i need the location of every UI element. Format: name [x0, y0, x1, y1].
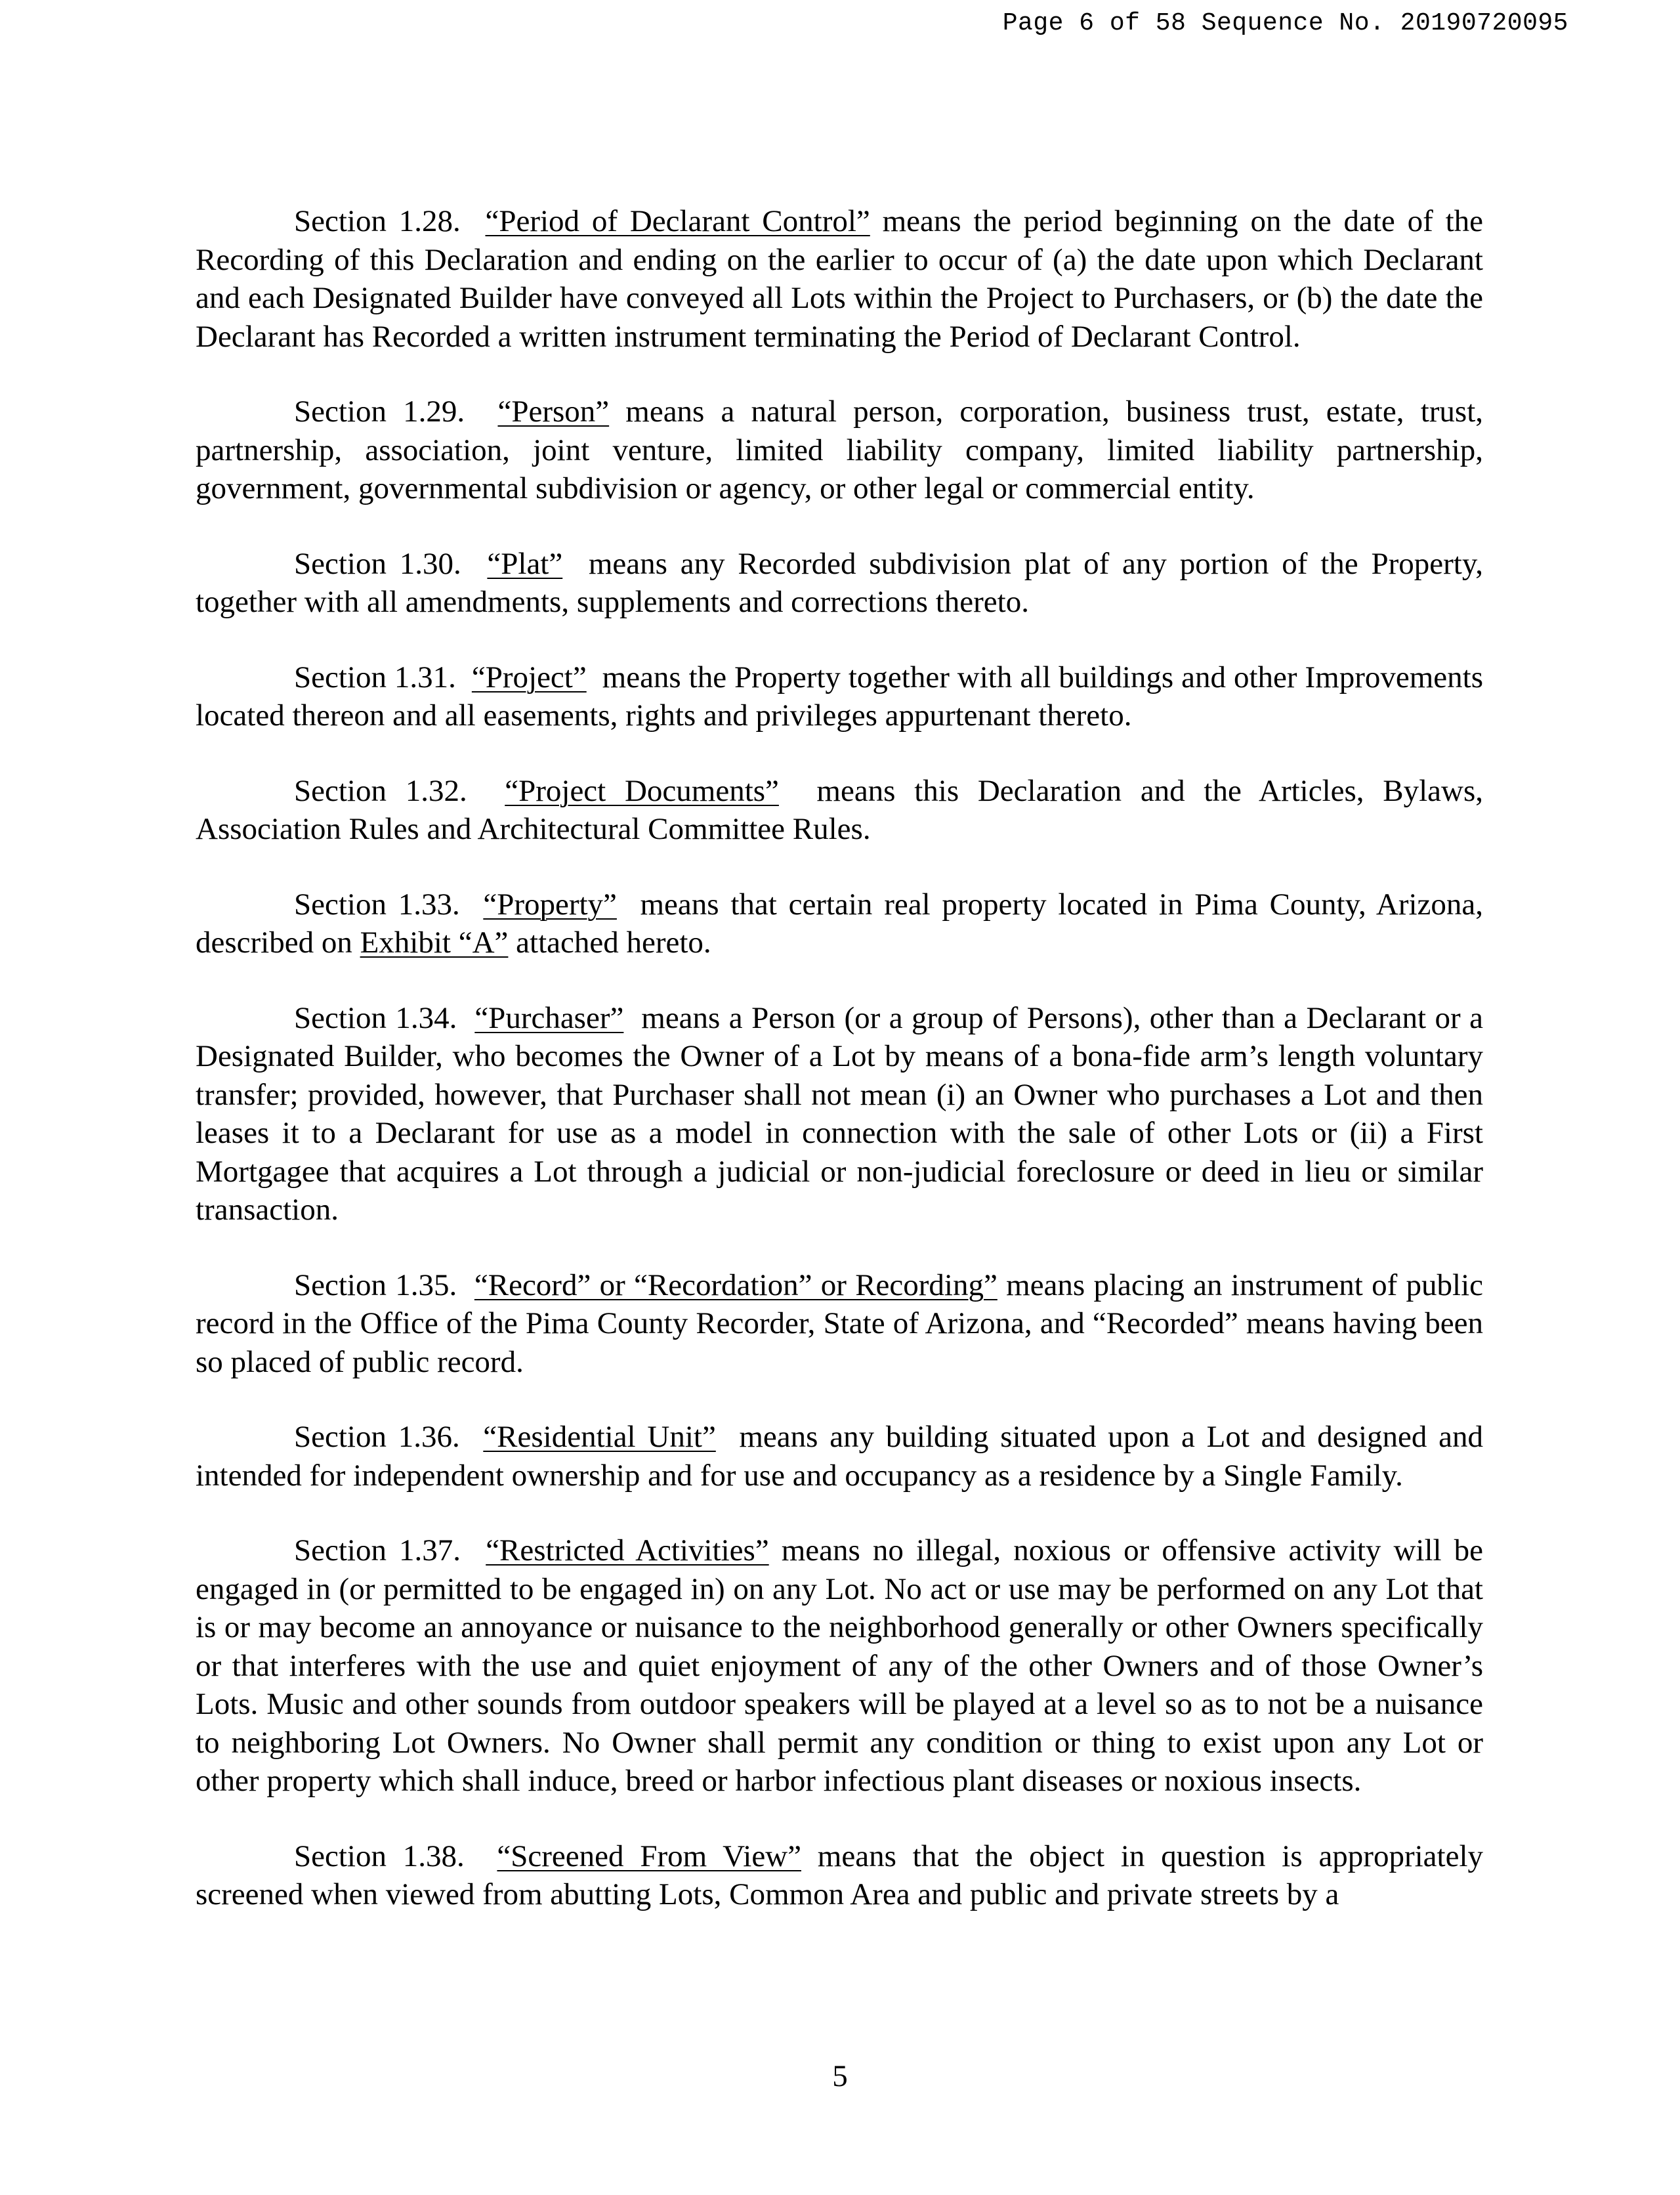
- section-text: means the Property together with all buildings and other Improvements located thereon and all easements, rights and privileges appurtenant thereto.: [196, 660, 1484, 733]
- section-number: Section 1.32.: [294, 773, 467, 808]
- section-text: means this Declaration and the Articles, Bylaws, Association Rules and Architectural Committee Rules.: [196, 773, 1484, 846]
- section-text: means any Recorded subdivision plat of any portion of the Property, together with all amendments, supplements and corrections thereto.: [196, 546, 1484, 619]
- section-number: Section 1.33.: [294, 887, 460, 922]
- section-1-33: [196, 885, 1483, 962]
- section-1-37: [196, 1531, 1483, 1801]
- section-text: means the period beginning on the date of the Recording of this Declaration and ending on the earlier to occur of (a) the date upon which Declarant and each Designated Builder have conveyed all Lots within the Project to Purchasers, or (b) the date the Declarant has Recorded a written instrument terminating the Period of Declarant Control.: [196, 204, 1484, 354]
- section-text: means a Person (or a group of Persons), other than a Declarant or a Designated Builder, who becomes the Owner of a Lot by means of a bona-fide arm’s length voluntary transfer; provided, however, that Purchaser shall not mean (i) an Owner who purchases a Lot and then leases it to a Declarant for use as a model in connection with the sale of other Lots or (ii) a First Mortgagee that acquires a Lot through a judicial or non-judicial foreclosure or deed in lieu or similar transaction.: [196, 1000, 1483, 1227]
- exhibit-reference: Exhibit “A”: [360, 926, 509, 960]
- defined-term: “Residential Unit”: [483, 1420, 716, 1454]
- section-1-30: [196, 545, 1483, 622]
- page-number: 5: [832, 2059, 848, 2093]
- page-header: Page 6 of 58 Sequence No. 20190720095: [1002, 9, 1568, 37]
- section-number: Section 1.28.: [294, 204, 461, 238]
- document-body: [196, 202, 1483, 1914]
- section-text: means placing an instrument of public record in the Office of the Pima County Recorder, State of Arizona, and “Recorded” means having been so placed of public record.: [196, 1268, 1484, 1379]
- defined-term: “Property”: [483, 887, 617, 922]
- section-text: means that the object in question is appropriately screened when viewed from abutting Lots, Common Area and public and private streets by a: [196, 1839, 1484, 1911]
- section-1-28: [196, 202, 1483, 356]
- section-1-38: [196, 1837, 1483, 1914]
- section-number: Section 1.37.: [294, 1533, 461, 1567]
- section-1-29: [196, 393, 1483, 508]
- section-1-31: [196, 658, 1483, 735]
- section-number: Section 1.31.: [294, 660, 456, 694]
- defined-term: “Purchaser”: [474, 1000, 624, 1035]
- defined-term: “Record” or “Recordation” or Recording”: [474, 1268, 998, 1302]
- section-1-35: [196, 1266, 1483, 1382]
- section-text: means that certain real property located in Pima County, Arizona, described on: [196, 887, 1484, 960]
- defined-term: “Person”: [497, 394, 610, 429]
- section-text-end: attached hereto.: [508, 926, 711, 960]
- section-1-32: [196, 772, 1483, 849]
- defined-term: “Project”: [471, 660, 587, 694]
- section-number: Section 1.30.: [294, 546, 461, 581]
- defined-term: “Screened From View”: [497, 1839, 801, 1873]
- defined-term: “Restricted Activities”: [486, 1533, 769, 1567]
- section-text: means any building situated upon a Lot and designed and intended for independent ownership and for use and occupancy as a residence by a Single Family.: [196, 1420, 1484, 1493]
- defined-term: “Project Documents”: [505, 773, 779, 808]
- defined-term: “Plat”: [487, 546, 563, 581]
- section-number: Section 1.35.: [294, 1268, 457, 1302]
- defined-term: “Period of Declarant Control”: [485, 204, 870, 238]
- section-1-36: [196, 1418, 1483, 1495]
- section-number: Section 1.38.: [294, 1839, 465, 1873]
- section-number: Section 1.29.: [294, 394, 465, 429]
- section-1-34: [196, 999, 1483, 1229]
- section-number: Section 1.34.: [294, 1000, 457, 1035]
- section-text: means a natural person, corporation, business trust, estate, trust, partnership, association, joint venture, limited liability company, limited liability partnership, government, governmental subdivision or agency, or other legal or commercial entity.: [196, 394, 1484, 505]
- section-text: means no illegal, noxious or offensive activity will be engaged in (or permitted to be engaged in) on any Lot. No act or use may be performed on any Lot that is or may become an annoyance or nuisance to the neighborhood generally or other Owners specifically or that interferes with the use and quiet enjoyment of any of the other Owners and of those Owner’s Lots. Music and other sounds from outdoor speakers will be played at a level so as to not be a nuisance to neighboring Lot Owners. No Owner shall permit any condition or thing to exist upon any Lot or other property which shall induce, breed or harbor infectious plant diseases or noxious insects.: [196, 1533, 1484, 1798]
- section-number: Section 1.36.: [294, 1420, 460, 1454]
